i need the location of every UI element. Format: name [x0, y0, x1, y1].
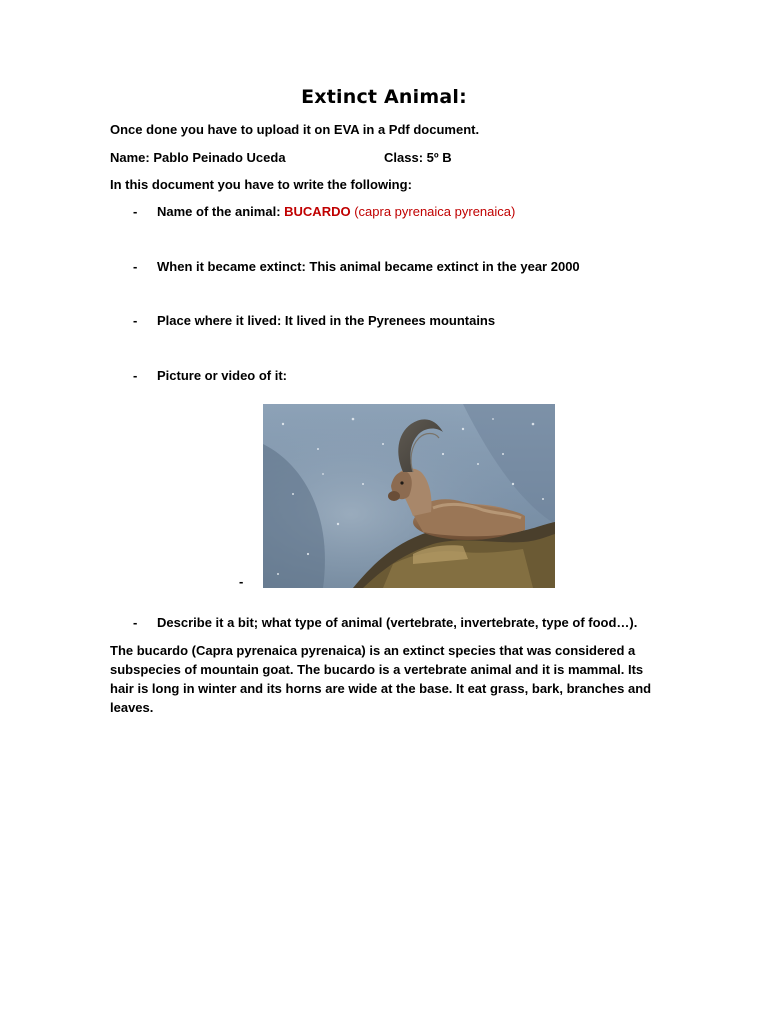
animal-scientific-name: (capra pyrenaica pyrenaica): [350, 204, 516, 219]
bullet-dash: -: [133, 313, 138, 328]
bullet-habitat: Place where it lived: It lived in the Pyrenees mountains: [157, 313, 496, 328]
bullet-dash: -: [133, 204, 138, 219]
bullet-dash: -: [133, 259, 138, 274]
page-title: Extinct Animal:: [301, 86, 467, 108]
bullet-label: Name of the animal:: [157, 204, 285, 219]
bullet-dash: -: [133, 615, 138, 630]
bullet-describe: Describe it a bit; what type of animal (vertebrate, invertebrate, type of food…).: [157, 615, 638, 630]
upload-instruction: Once done you have to upload it on EVA in a Pdf document.: [110, 122, 480, 137]
photo-dash: -: [239, 574, 244, 589]
student-class: Class: 5º B: [384, 150, 452, 165]
student-name: Name: Pablo Peinado Uceda: [110, 150, 286, 165]
intro-text: In this document you have to write the following:: [110, 177, 412, 192]
bucardo-photo: [263, 404, 555, 588]
animal-name-answer: BUCARDO: [284, 204, 351, 219]
bullet-picture: Picture or video of it:: [157, 368, 288, 383]
description-paragraph: The bucardo (Capra pyrenaica pyrenaica) is an extinct species that was considered a subspecies of mountain goat. The bucardo is a vertebrate animal and it is mammal. Its hair is long in winter and its horns are wide at the base. It eat grass, bark, branches and leaves.: [110, 643, 652, 715]
bullet-animal-name: [157, 204, 515, 219]
bullet-extinct-date: When it became extinct: This animal became extinct in the year 2000: [157, 259, 580, 274]
bullet-dash: -: [133, 368, 138, 383]
